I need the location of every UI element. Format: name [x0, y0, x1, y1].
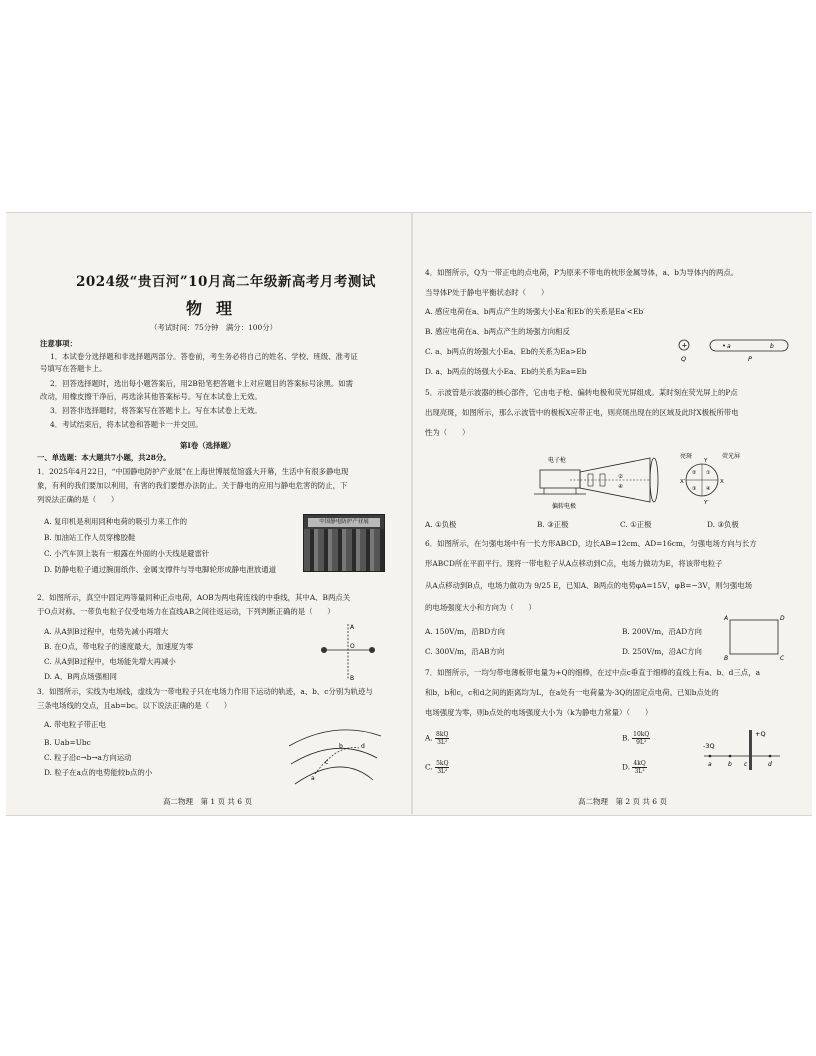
q4-charge-sign: +	[681, 341, 688, 350]
q3-option-c: C. 粒子沿c→b→a方向运动	[44, 753, 132, 762]
q5-stem: 出现亮斑，如图所示，那么示波管中的极板X应带正电，则亮斑出现在的区域及此时X极板所带电	[425, 408, 739, 417]
q2-option-c: C. 从A到B过程中，电场能先增大再减小	[44, 657, 176, 666]
q1-stem: 1．2025年4月22日，“中国静电防护产业展”在上海世博展览馆盛大开幕，生活中有很多静电现	[37, 467, 349, 476]
q6-stem: 6．如图所示，在匀强电场中有一长方形ABCD，边长AB=12cm、AD=16cm，匀强电场方向与长方	[425, 539, 757, 548]
q3-option-b: B. Uab=Ubc	[44, 738, 91, 747]
note-line: 2．回答选择题时，选出每小题答案后，用2B铅笔把答题卡上对应题目的答案标号涂黑。如需	[50, 379, 354, 388]
q5-mark: ④	[618, 484, 623, 490]
q5-screen-label: 荧光屏	[722, 453, 740, 460]
part-heading: 第Ⅰ卷（选择题）	[180, 441, 236, 450]
q3-option-d: D. 粒子在a点的电势能较b点的小	[44, 768, 153, 777]
q2-option-b: B. 在O点，带电粒子的速度最大，加速度为零	[44, 642, 194, 651]
q5-gun-label: 电子枪	[548, 457, 567, 464]
q2-stem: 2．如图所示，真空中固定两等量同种正点电荷，AOB为两电荷连线的中垂线，其中A、B两点关	[37, 593, 351, 602]
q5-option-a: A. ①负极	[425, 520, 457, 529]
q7-left-charge: -3Q	[703, 742, 715, 750]
q4-figure	[672, 336, 792, 366]
q3-stem: 三条电场线的交点，且ab=bc。以下说法正确的是（ ）	[37, 701, 232, 710]
q4-option-b: B. 感应电荷在a、b两点产生的场强方向相反	[425, 327, 570, 336]
q7-stem: 和b，b和c，c和d之间的距离均为L，在a处有一电荷量为-3Q的固定点电荷。已知b点处的	[425, 688, 719, 697]
subject-title: 物理	[186, 299, 247, 318]
q3-option-a: A. 带电粒子带正电	[44, 720, 106, 729]
photo-banner: 中国静电防护产业展	[308, 518, 380, 527]
q7-option-d: D. $\frac{4kQ}{\text{3L²}}$	[622, 760, 646, 775]
q4-stem: 当导体P处于静电平衡状态时（ ）	[425, 288, 549, 297]
exhibition-photo	[303, 514, 385, 572]
q6-label-d: B	[724, 655, 729, 662]
q2-label-a: A	[350, 624, 355, 631]
q5-option-d: D. ③负极	[707, 520, 739, 529]
q7-option-c: C. $\frac{5kQ}{\text{3L²}}$	[425, 760, 449, 775]
q1-stem: 象，有利的我们要加以利用，有害的我们要想办法防止。关于静电的应用与静电危害的防止，下	[37, 481, 348, 490]
q6-stem: 形ABCD所在平面平行。现将一带电粒子从A点移动到C点，电场力做功为E，将该带电粒子	[425, 559, 723, 568]
q7-rod-charge: +Q	[755, 730, 766, 738]
note-line: 4．考试结束后，将本试卷和答题卡一并交回。	[50, 420, 203, 429]
q6-label-a: A	[724, 615, 729, 622]
q5-axis-x-prime: X′	[680, 479, 686, 485]
q7-option-a: A. $\frac{8kQ}{\text{3L²}}$	[425, 731, 449, 746]
q5-mark: ①	[706, 470, 711, 476]
notes-heading: 注意事项：	[40, 339, 77, 348]
q7-option-b: B. $\frac{10kQ}{\text{9L²}}$	[622, 731, 650, 746]
q6-figure	[722, 612, 788, 662]
q5-option-b: B. ③正极	[537, 520, 569, 529]
note-line: 3．回答非选择题时，将答案写在答题卡上。写在本试卷上无效。	[50, 406, 262, 415]
q2-option-d: D. A、B两点场强相同	[44, 672, 117, 681]
q7-figure	[700, 726, 782, 772]
section-heading: 一、单选题：本大题共7小题，共28分。	[37, 453, 171, 462]
q7-stem: 7．如图所示，一均匀带电薄板带电量为+Q的细棒，在过中点c垂直于细棒的直线上有a、b、d三点，a	[425, 668, 760, 677]
q1-option-d: D. 防静电粒子通过腕面纸作、金属支撑件与导电脚轮形成静电泄放通道	[44, 565, 277, 574]
q5-mark: ③	[692, 486, 697, 492]
q2-figure	[318, 620, 378, 684]
q7-stem: 电场强度为零，则b点处的电场强度大小为（k为静电力常量）（ ）	[425, 708, 653, 717]
exam-title: 2024级“贵百河”10月高二年级新高考月考测试	[76, 274, 376, 290]
q2-option-a: A. 从A到B过程中，电势先减小再增大	[44, 627, 169, 636]
note-line: 号填写在答题卡上。	[40, 364, 107, 373]
q3-label-c: c	[325, 759, 329, 766]
q7-point-a: a	[708, 761, 712, 768]
q6-option-a: A. 150V/m，沿BD方向	[425, 627, 505, 636]
q5-spot-label: 亮斑	[680, 453, 693, 460]
q5-option-c: C. ①正极	[620, 520, 652, 529]
q7-point-b: b	[728, 761, 732, 768]
q3-stem: 3．如图所示，实线为电场线，虚线为一带电粒子只在电场力作用下运动的轨迹，a、b、c分别为轨迹与	[37, 687, 373, 696]
q6-label-b: D	[780, 615, 785, 622]
q6-option-b: B. 200V/m，沿AD方向	[622, 627, 702, 636]
q1-stem: 列说法正确的是（ ）	[37, 495, 119, 504]
q4-charge-name: Q	[681, 355, 687, 363]
q5-mark: ②	[618, 474, 623, 480]
q1-option-a: A. 复印机是利用同种电荷的吸引力来工作的	[44, 517, 188, 526]
q5-stem: 5．示波管是示波器的核心部件，它由电子枪、偏转电极和荧光屏组成。某时刻在荧光屏上的P点	[425, 388, 738, 397]
exam-info: （考试时间：75分钟 满分：100分）	[150, 323, 277, 332]
q7-point-c: c	[744, 761, 748, 768]
page-fold	[411, 212, 413, 814]
q2-stem: 于O点对称。一带负电粒子仅受电场力在直线AB之间往返运动，下列判断正确的是（ ）	[37, 607, 335, 616]
q3-label-d: d	[361, 743, 365, 750]
q3-figure	[285, 718, 385, 790]
q6-option-c: C. 300V/m，沿AB方向	[425, 647, 505, 656]
q6-stem: 的电场强度大小和方向为（ ）	[425, 603, 536, 612]
q3-label-b: b	[339, 743, 343, 750]
q4-option-a: A. 感应电荷在a、b两点产生的场强大小Ea′和Eb′的关系是Ea′<Eb′	[425, 307, 645, 316]
q5-figure	[530, 450, 740, 512]
q5-mark: ④	[706, 486, 711, 492]
q6-option-d: D. 250V/m，沿AC方向	[622, 647, 702, 656]
q7-point-d: d	[768, 761, 772, 768]
right-footer: 高二物理 第 2 页 共 6 页	[578, 797, 667, 806]
q4-option-d: D. a、b两点的场强大小Ea、Eb的关系为Ea=Eb	[425, 367, 587, 376]
q2-label-b: B	[350, 675, 355, 682]
q1-option-c: C. 小汽车顶上装有一根露在外面的小天线是避雷针	[44, 549, 210, 558]
q5-axis-x: X	[720, 479, 724, 485]
q6-label-c: C	[780, 655, 785, 662]
q2-label-o: O	[350, 643, 355, 650]
q6-stem: 从A点移动到B点，电场力做功为 9/25 E，已知A、B两点的电势φA=15V，φB=−3V，则匀强电场	[425, 581, 753, 590]
q4-conductor: P	[748, 355, 752, 363]
q5-axis-y: Y	[704, 458, 708, 464]
left-footer: 高二物理 第 1 页 共 6 页	[163, 797, 252, 806]
q4-stem: 4．如图所示，Q为一带正电的点电荷，P为原来不带电的枕形金属导体，a、b为导体内的两点。	[425, 268, 739, 277]
q5-stem: 性为（ ）	[425, 428, 470, 437]
q3-label-a: a	[311, 775, 315, 782]
note-line: 改动，用橡皮擦干净后，再选涂其他答案标号。写在本试卷上无效。	[40, 392, 262, 401]
q5-plates-label: 偏转电极	[552, 503, 577, 510]
q1-option-b: B. 加油站工作人员穿橡胶鞋	[44, 533, 136, 542]
note-line: 1．本试卷分选择题和非选择题两部分。答卷前，考生务必将自己的姓名、学校、班级、准考证	[50, 352, 358, 361]
q4-option-c: C. a、b两点的场强大小Ea、Eb的关系为Ea>Eb	[425, 347, 587, 356]
scanned-paper	[6, 212, 812, 816]
q4-point-a: a	[727, 343, 731, 350]
q5-mark: ②	[692, 470, 697, 476]
q5-axis-y-prime: Y′	[704, 500, 709, 506]
q4-point-b: b	[770, 343, 774, 350]
